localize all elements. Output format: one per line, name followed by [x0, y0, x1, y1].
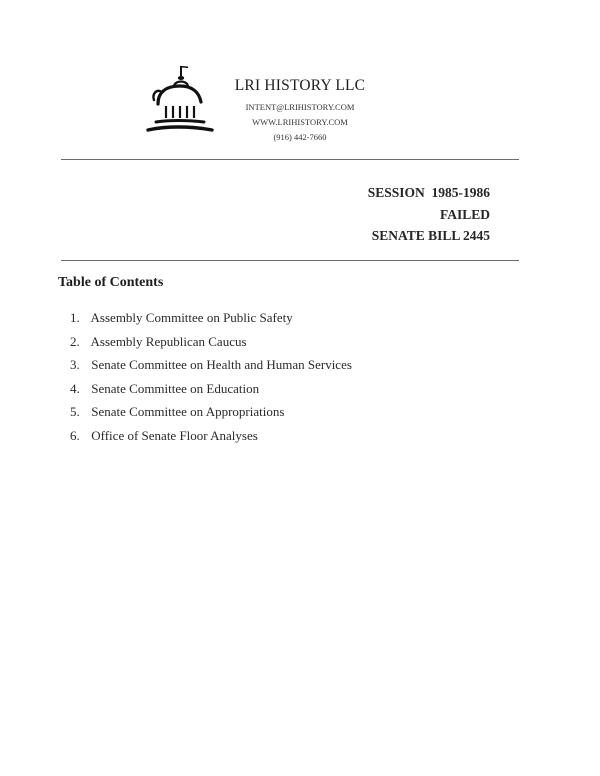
bill-number: SENATE BILL 2445	[371, 228, 490, 243]
bottom-divider	[61, 260, 519, 261]
toc-item-label: Senate Committee on Appropriations	[91, 404, 285, 419]
toc-item-number: 5.	[70, 404, 80, 419]
company-phone: (916) 442-7660	[273, 132, 327, 142]
toc-list	[70, 306, 352, 447]
toc-item[interactable]	[70, 306, 352, 330]
toc-item-number: 3.	[70, 357, 80, 372]
toc-item-label: Senate Committee on Health and Human Services	[91, 357, 352, 372]
toc-item-label: Assembly Republican Caucus	[90, 333, 247, 349]
toc-item[interactable]	[70, 424, 352, 448]
toc-item[interactable]	[70, 353, 352, 377]
toc-title: Table of Contents	[58, 275, 164, 290]
company-header	[205, 76, 395, 144]
bill-session: SESSION 1985-1986	[367, 185, 490, 200]
toc-item-number: 6.	[70, 427, 80, 443]
company-email: INTENT@LRIHISTORY.COM	[245, 102, 355, 112]
toc-item-label: Office of Senate Floor Analyses	[91, 427, 258, 443]
bill-info	[368, 182, 490, 247]
company-website: WWW.LRIHISTORY.COM	[252, 117, 348, 127]
bill-status: FAILED	[439, 206, 490, 222]
toc-item-number: 1.	[70, 310, 80, 325]
toc-item-label: Assembly Committee on Public Safety	[90, 310, 293, 325]
capitol-dome-icon	[144, 64, 214, 138]
toc-item[interactable]	[70, 377, 352, 401]
top-divider	[61, 159, 519, 160]
toc-item-number: 4.	[70, 380, 80, 396]
toc-item-number: 2.	[70, 333, 80, 349]
company-name: LRI HISTORY LLC	[234, 77, 366, 94]
toc-item[interactable]	[70, 330, 352, 354]
toc-item[interactable]	[70, 400, 352, 424]
toc-item-label: Senate Committee on Education	[91, 380, 260, 396]
